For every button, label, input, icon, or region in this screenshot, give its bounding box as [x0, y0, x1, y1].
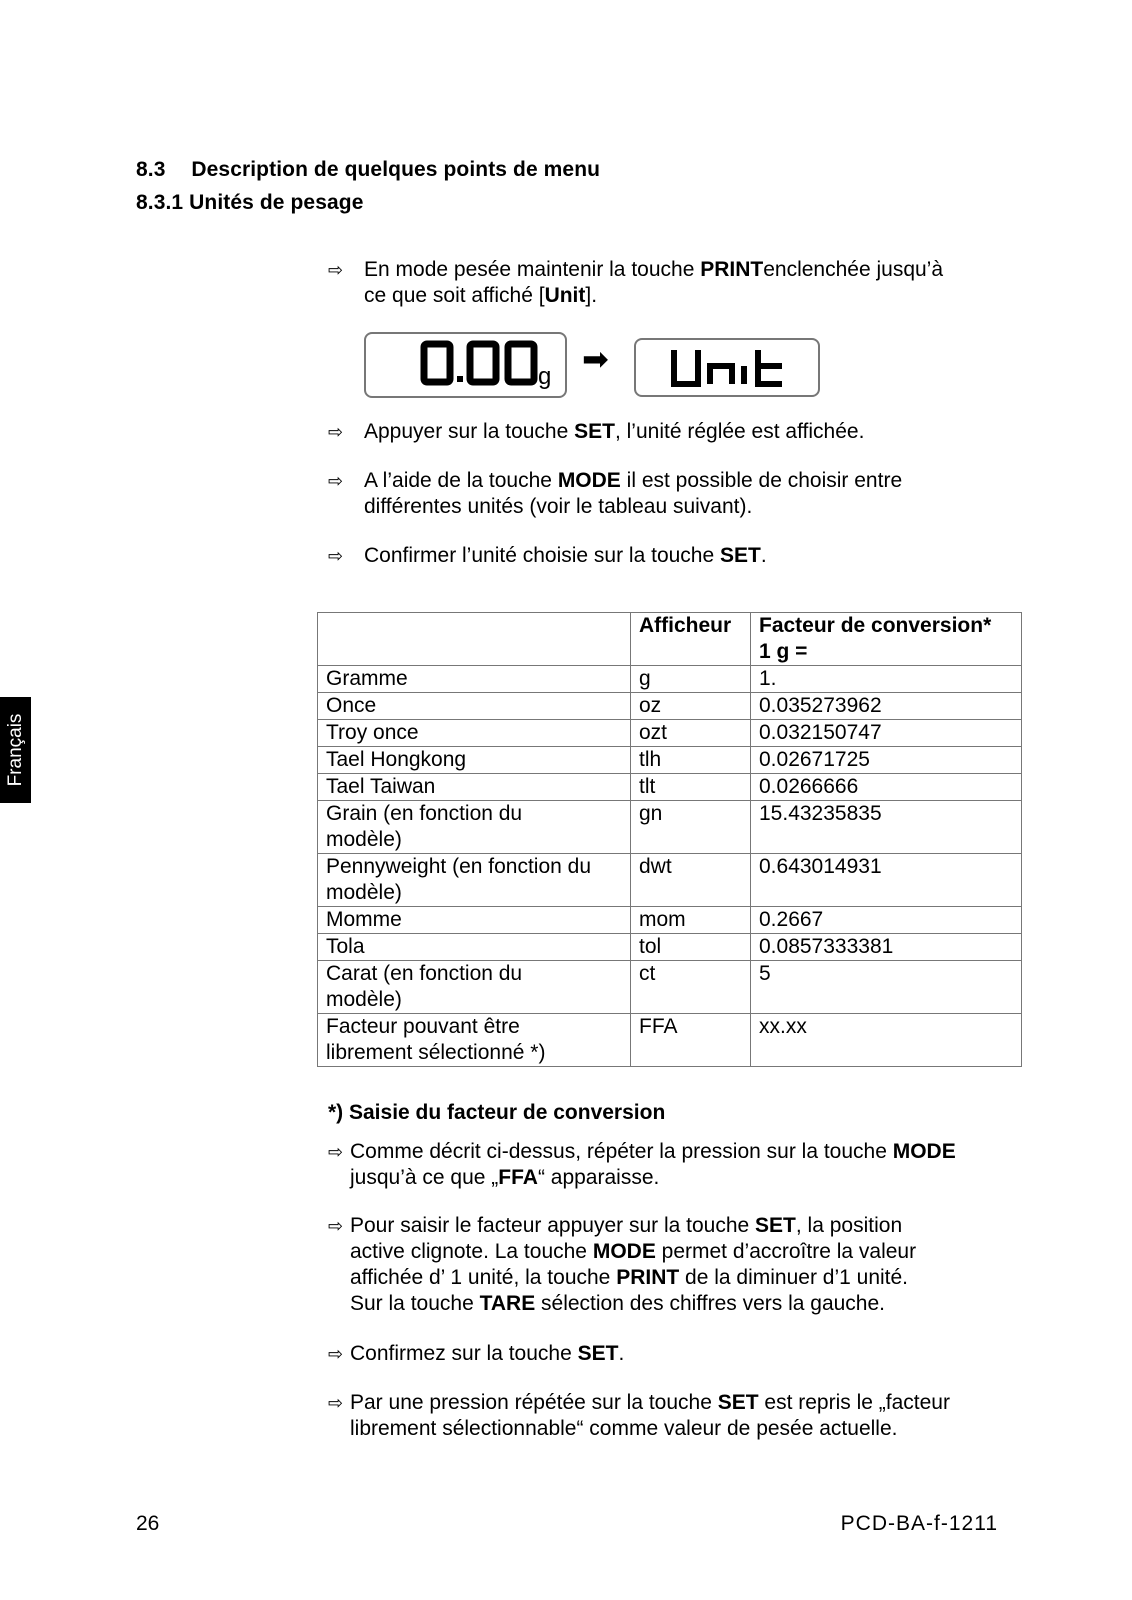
unit-display-cell: dwt: [631, 854, 751, 907]
step-3-text: A l’aide de la touche MODE il est possible de choisir entre différentes unités (voir le tableau suivant).: [364, 469, 903, 518]
key-ffa: FFA: [498, 1166, 538, 1189]
key-print: PRINT: [700, 258, 764, 281]
section-number: 8.3: [136, 158, 166, 181]
unit-factor-cell: xx.xx: [751, 1014, 1022, 1067]
hollow-arrow-icon: ⇨: [328, 471, 344, 491]
hollow-arrow-icon: ⇨: [328, 422, 344, 442]
hollow-arrow-icon: ⇨: [328, 546, 344, 566]
unit-factor-cell: 0.643014931: [751, 854, 1022, 907]
unit-factor-cell: 0.02671725: [751, 747, 1022, 774]
table-row: [318, 774, 1022, 801]
header-cell-factor: Facteur de conversion* 1 g =: [751, 613, 1022, 666]
step-1-text: En mode pesée maintenir la touche PRINTenclenchée jusqu’à ce que soit affiché [Unit].: [364, 258, 944, 307]
unit-display-cell: tlh: [631, 747, 751, 774]
unit-display-cell: oz: [631, 693, 751, 720]
hollow-arrow-icon: ⇨: [328, 1344, 344, 1364]
note-paragraph-3: Confirmez sur la touche SET.: [350, 1342, 625, 1365]
table-row: [318, 854, 1022, 907]
note-paragraph-1: Comme décrit ci-dessus, répéter la pression sur la touche MODE jusqu’à ce que „FFA“ apparaisse.: [350, 1140, 956, 1189]
table-row: [318, 1014, 1022, 1067]
unit-display-cell: mom: [631, 907, 751, 934]
unit-name-cell: Tola: [318, 934, 631, 961]
subsection-heading: 8.3.1 Unités de pesage: [136, 191, 364, 214]
unit-display-cell: gn: [631, 801, 751, 854]
document-code: PCD-BA-f-1211: [840, 1512, 998, 1535]
unit-display-cell: tol: [631, 934, 751, 961]
language-label: Français: [4, 713, 26, 787]
table-row: [318, 666, 1022, 693]
unit-factor-cell: 0.0857333381: [751, 934, 1022, 961]
right-arrow-icon: ➡: [582, 341, 609, 377]
lcd-unit-display: [634, 338, 820, 397]
table-row: [318, 720, 1022, 747]
unit-name-cell: Pennyweight (en fonction du modèle): [318, 854, 631, 907]
hollow-arrow-icon: ⇨: [328, 1393, 344, 1413]
key-tare: TARE: [479, 1292, 536, 1315]
unit-factor-cell: 5: [751, 961, 1022, 1014]
unit-display-cell: ct: [631, 961, 751, 1014]
unit-display-cell: ozt: [631, 720, 751, 747]
key-set: SET: [577, 1342, 619, 1365]
unit-name-cell: Gramme: [318, 666, 631, 693]
header-cell-display: Afficheur: [631, 613, 751, 666]
header-cell-empty: [318, 613, 631, 666]
unit-name-cell: Troy once: [318, 720, 631, 747]
unit-readout: [636, 340, 818, 395]
unit-name-cell: Carat (en fonction du modèle): [318, 961, 631, 1014]
unit-name-cell: Tael Hongkong: [318, 747, 631, 774]
key-set: SET: [574, 420, 615, 443]
unit-display-cell: FFA: [631, 1014, 751, 1067]
note-paragraph-4: Par une pression répétée sur la touche SET est repris le „facteur librement sélectionnable“ comme valeur de pesée actuelle.: [350, 1391, 950, 1440]
unit-name-cell: Once: [318, 693, 631, 720]
step-4-text: Confirmer l’unité choisie sur la touche SET.: [364, 544, 767, 567]
table-row: [318, 693, 1022, 720]
section-heading: [136, 158, 600, 182]
note-paragraph-2: Pour saisir le facteur appuyer sur la touche SET, la position active clignote. La touche MODE permet d’accroître la valeur affichée d’ 1 unité, la touche PRINT de la diminuer d’1 unité. Sur la touche TARE sélection des chiffres vers la gauche.: [350, 1214, 917, 1315]
units-table: [317, 612, 1022, 1067]
section-title: Description de quelques points de menu: [191, 158, 601, 181]
key-mode: MODE: [557, 469, 621, 492]
key-set: SET: [717, 1391, 759, 1414]
table-row: [318, 961, 1022, 1014]
page-number: 26: [136, 1512, 160, 1535]
table-row: [318, 907, 1022, 934]
unit-name-cell: Facteur pouvant être librement sélectionné *): [318, 1014, 631, 1067]
language-side-tab: [0, 697, 31, 803]
unit-factor-cell: 15.43235835: [751, 801, 1022, 854]
unit-factor-cell: 0.032150747: [751, 720, 1022, 747]
step-2-text: Appuyer sur la touche SET, l’unité réglée est affichée.: [364, 420, 865, 443]
key-mode: MODE: [892, 1140, 956, 1163]
hollow-arrow-icon: ⇨: [328, 260, 344, 280]
table-row: [318, 747, 1022, 774]
unit-factor-cell: 0.0266666: [751, 774, 1022, 801]
unit-name-cell: Tael Taiwan: [318, 774, 631, 801]
hollow-arrow-icon: ⇨: [328, 1216, 344, 1236]
unit-display-cell: tlt: [631, 774, 751, 801]
hollow-arrow-icon: ⇨: [328, 1142, 344, 1162]
lcd-weight-display: [364, 332, 567, 398]
key-unit: Unit: [544, 284, 586, 307]
key-set: SET: [755, 1214, 796, 1237]
key-mode: MODE: [592, 1240, 656, 1263]
note-title: *) Saisie du facteur de conversion: [328, 1101, 666, 1124]
table-row: [318, 934, 1022, 961]
unit-name-cell: Momme: [318, 907, 631, 934]
weight-readout-0-00g: [366, 334, 565, 396]
unit-factor-cell: 0.2667: [751, 907, 1022, 934]
unit-display-cell: g: [631, 666, 751, 693]
unit-name-cell: Grain (en fonction du modèle): [318, 801, 631, 854]
key-set: SET: [720, 544, 761, 567]
table-row: [318, 801, 1022, 854]
table-header-row: [318, 613, 1022, 666]
svg-text:g: g: [538, 363, 552, 390]
key-print: PRINT: [616, 1266, 680, 1289]
unit-factor-cell: 1.: [751, 666, 1022, 693]
unit-factor-cell: 0.035273962: [751, 693, 1022, 720]
